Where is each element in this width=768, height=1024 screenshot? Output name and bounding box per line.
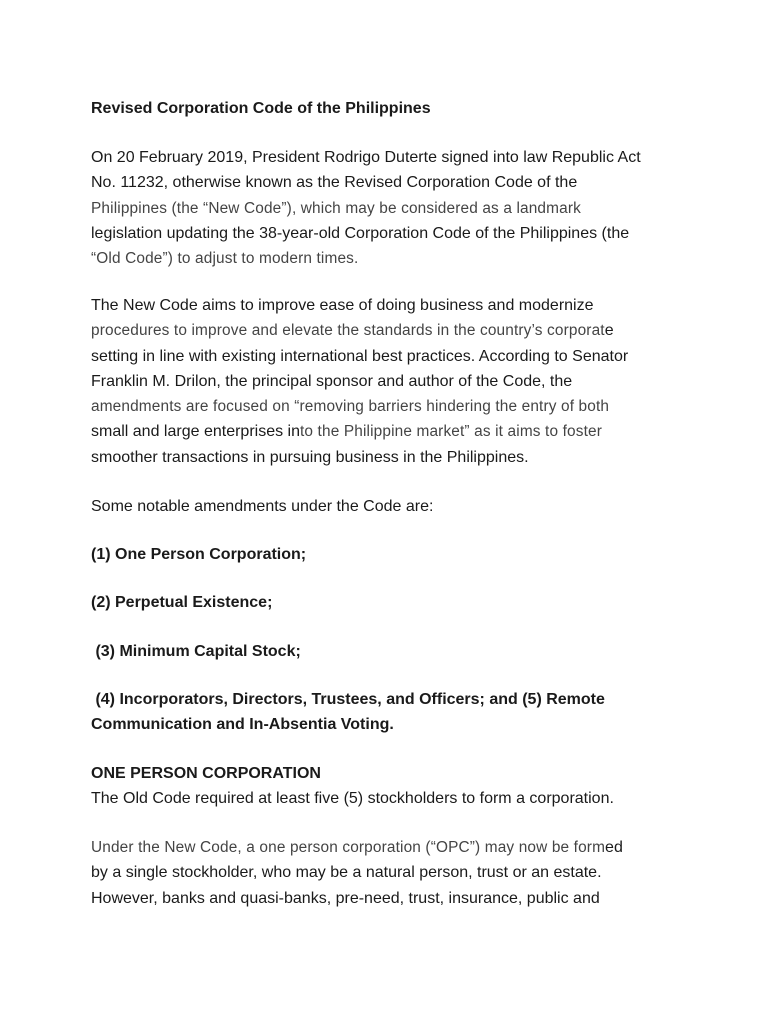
- paragraph-line: legislation updating the 38-year-old Corporation Code of the Philippines (the: [91, 224, 630, 242]
- paragraph-segment: small and large enterprises in: [91, 423, 300, 441]
- paragraph-line: [91, 318, 691, 343]
- amendment-item-2: (2) Perpetual Existence;: [91, 594, 273, 611]
- paragraph-opc: [91, 835, 691, 911]
- paragraph-aims: [91, 293, 691, 470]
- paragraph-line: setting in line with existing international best practices. According to Senator: [91, 347, 629, 365]
- section-first-line: The Old Code required at least five (5) stockholders to form a corporation.: [91, 790, 614, 807]
- amendment-item-1: (1) One Person Corporation;: [91, 546, 307, 563]
- section-heading: ONE PERSON CORPORATION: [91, 765, 321, 782]
- paragraph-line: Philippines (the “New Code”), which may be considered as a landmark: [91, 199, 581, 217]
- paragraph-intro-law: [91, 145, 691, 271]
- paragraph-line: amendments are focused on “removing barriers hindering the entry of both: [91, 398, 610, 416]
- paragraph-line: No. 11232, otherwise known as the Revised Corporation Code of the: [91, 174, 578, 192]
- amendment-item-3: (3) Minimum Capital Stock;: [91, 643, 301, 660]
- paragraph-line: On 20 February 2019, President Rodrigo Duterte signed into law Republic Act: [91, 149, 641, 166]
- amendments-intro: Some notable amendments under the Code are:: [91, 498, 434, 515]
- paragraph-line: [91, 835, 691, 860]
- paragraph-line: by a single stockholder, who may be a natural person, trust or an estate.: [91, 864, 602, 882]
- paragraph-line: [91, 419, 691, 444]
- paragraph-segment: to the Philippine market” as it aims to foster: [300, 423, 603, 441]
- paragraph-segment: Under the New Code, a one person corporation (“OPC”) may now be form: [91, 839, 606, 856]
- paragraph-line: Communication and In-Absentia Voting.: [91, 716, 394, 734]
- paragraph-line: smoother transactions in pursuing business in the Philippines.: [91, 448, 529, 466]
- paragraph-line: Franklin M. Drilon, the principal sponsor and author of the Code, the: [91, 372, 573, 390]
- paragraph-line: The New Code aims to improve ease of doing business and modernize: [91, 297, 594, 314]
- paragraph-line: “Old Code”) to adjust to modern times.: [91, 250, 359, 268]
- document-title: Revised Corporation Code of the Philippines: [91, 100, 431, 117]
- amendment-item-4: [91, 687, 691, 738]
- paragraph-segment: ed: [605, 839, 623, 856]
- paragraph-segment: e: [604, 322, 614, 340]
- paragraph-line: However, banks and quasi-banks, pre-need, trust, insurance, public and: [91, 889, 600, 907]
- paragraph-segment: procedures to improve and elevate the standards in the country’s corporat: [91, 322, 605, 340]
- paragraph-line: (4) Incorporators, Directors, Trustees, and Officers; and (5) Remote: [91, 691, 605, 708]
